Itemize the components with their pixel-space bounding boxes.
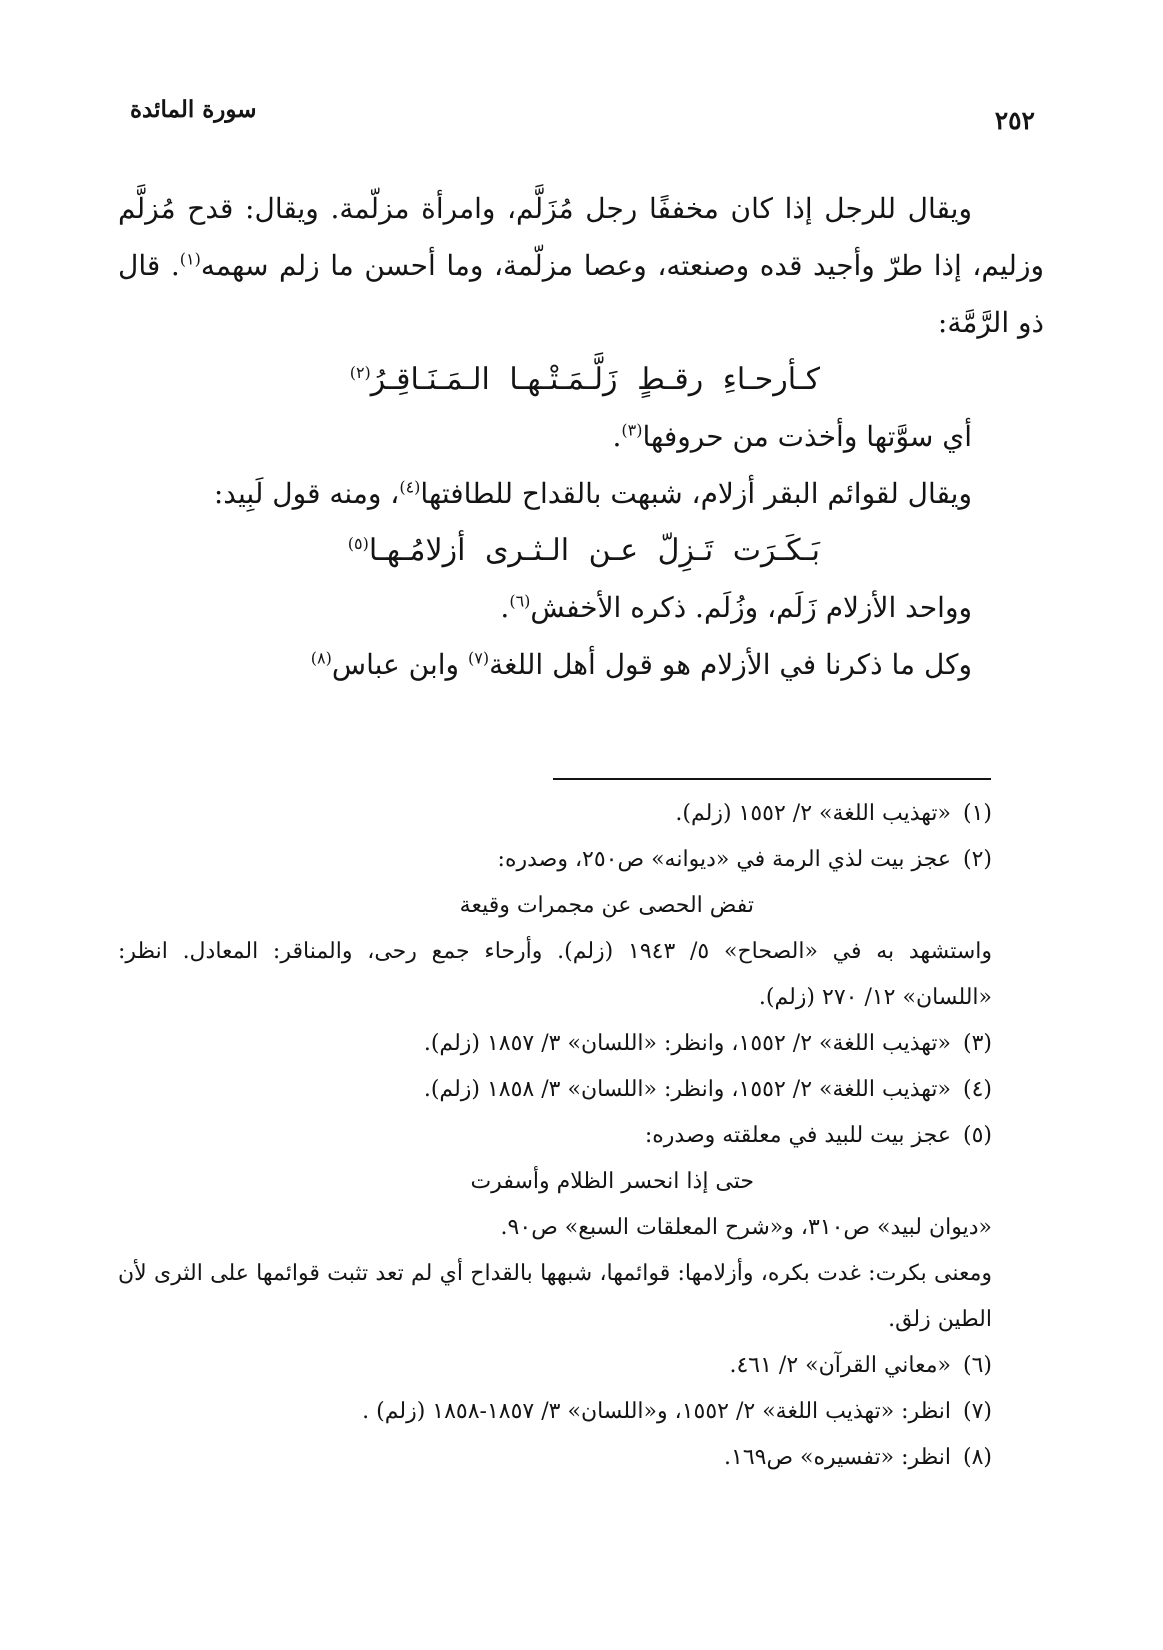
running-title: سورة المائدة: [130, 96, 257, 123]
footnote-ref: (٤): [399, 477, 421, 497]
footnote-text: انظر: «تهذيب اللغة» ٢/ ١٥٥٢، و«اللسان» ٣/ ١٨٥٧-١٨٥٨ (زلم) .: [362, 1399, 951, 1424]
footnote-number: (٧): [962, 1399, 992, 1424]
paragraph: أي سوَّتها وأخذت من حروفها$^{(٣)}$.: [612, 420, 972, 453]
footnote-separator: [553, 778, 991, 780]
footnote-number: (٦): [962, 1353, 992, 1378]
footnote-item: [118, 1021, 1044, 1067]
page-number: ٢٥٢: [994, 106, 1035, 135]
footnote-text: «معاني القرآن» ٢/ ٤٦١.: [729, 1353, 951, 1378]
footnote-item: [118, 837, 1044, 883]
footnote-ref: (٦): [509, 591, 531, 611]
footnote-item: [118, 1389, 1044, 1435]
footnote-item: [118, 791, 1044, 837]
footnote-ref: (٥): [347, 534, 369, 553]
footnote-text: عجز بيت لذي الرمة في «ديوانه» ص٢٥٠، وصدره:: [497, 847, 951, 872]
footnote-number: (١): [962, 801, 992, 826]
paragraph: وواحد الأزلام زَلَم، وزُلَم. ذكره الأخفش$^{(٦)}$.: [500, 591, 972, 624]
footnote-verse: حتى إذا انحسر الظلام وأسفرت: [470, 1169, 754, 1194]
footnote-ref: (٨): [310, 648, 332, 668]
footnote-text: «تهذيب اللغة» ٢/ ١٥٥٢ (زلم).: [675, 801, 951, 826]
footnote-number: (٢): [962, 847, 992, 872]
paragraph: وكل ما ذكرنا في الأزلام هو قول أهل اللغة$^{(٧)}$ وابن عباس$^{(٨)}$: [310, 648, 972, 681]
footnote-ref: (٧): [467, 648, 490, 668]
footnote-ref: (٣): [621, 420, 643, 440]
footnote-text: عجز بيت للبيد في معلقته وصدره:: [644, 1123, 951, 1148]
footnote-item: [118, 1343, 1044, 1389]
main-text: [118, 180, 1044, 693]
verse-line: كـأرحـاءِ رقـطٍ زَلَّـمَـتْـهـا الـمَـنَـاقِـرُ$^{(٢)}$: [349, 362, 820, 397]
footnote-ref: (١): [179, 249, 201, 269]
footnote-item: [118, 1113, 1044, 1159]
footnote-number: (٣): [962, 1031, 992, 1056]
footnote-item: [118, 1435, 1044, 1481]
footnotes: [118, 791, 1044, 1481]
footnote-text: «تهذيب اللغة» ٢/ ١٥٥٢، وانظر: «اللسان» ٣/ ١٨٥٧ (زلم).: [423, 1031, 951, 1056]
paragraph: ويقال للرجل إذا كان مخففًا رجل مُزَلَّم، وامرأة مزلّمة. ويقال: قدح مُزلَّم وزليم، إذا طرّ وأجيد قده وصنعته، وعصا مزلّمة، وما أحسن ما زلم سهمه$^{(١)}$. قال ذو الرَّمَّة:: [118, 192, 1044, 339]
footnote-source: «ديوان لبيد» ص٣١٠، و«شرح المعلقات السبع» ص٩٠.: [500, 1215, 992, 1240]
footnote-number: (٥): [962, 1123, 992, 1148]
footnote-continuation: ومعنى بكرت: غدت بكره، وأزلامها: قوائمها، شبهها بالقداح أي لم تعد تثبت قوائمها على الثرى لأن الطين زلق.: [118, 1261, 992, 1332]
footnote-item: [118, 1067, 1044, 1113]
footnote-ref: (٢): [349, 363, 371, 382]
footnote-number: (٤): [962, 1077, 992, 1102]
footnote-text: «تهذيب اللغة» ٢/ ١٥٥٢، وانظر: «اللسان» ٣/ ١٨٥٨ (زلم).: [423, 1077, 951, 1102]
footnote-number: (٨): [962, 1445, 992, 1470]
footnote-text: انظر: «تفسيره» ص١٦٩.: [724, 1445, 951, 1470]
footnote-verse: تفض الحصى عن مجمرات وقيعة: [459, 893, 754, 918]
footnote-continuation: واستشهد به في «الصحاح» ٥/ ١٩٤٣ (زلم). وأرحاء جمع رحى، والمناقر: المعادل. انظر: «اللسان» ١٢/ ٢٧٠ (زلم).: [118, 939, 992, 1010]
verse-line: بَـكَـرَت تَـزِلّ عـن الـثـرى أزلامُـهـا$^{(٥)}$: [347, 533, 820, 568]
paragraph: ويقال لقوائم البقر أزلام، شبهت بالقداح للطافتها$^{(٤)}$، ومنه قول لَبِيد:: [213, 477, 972, 510]
